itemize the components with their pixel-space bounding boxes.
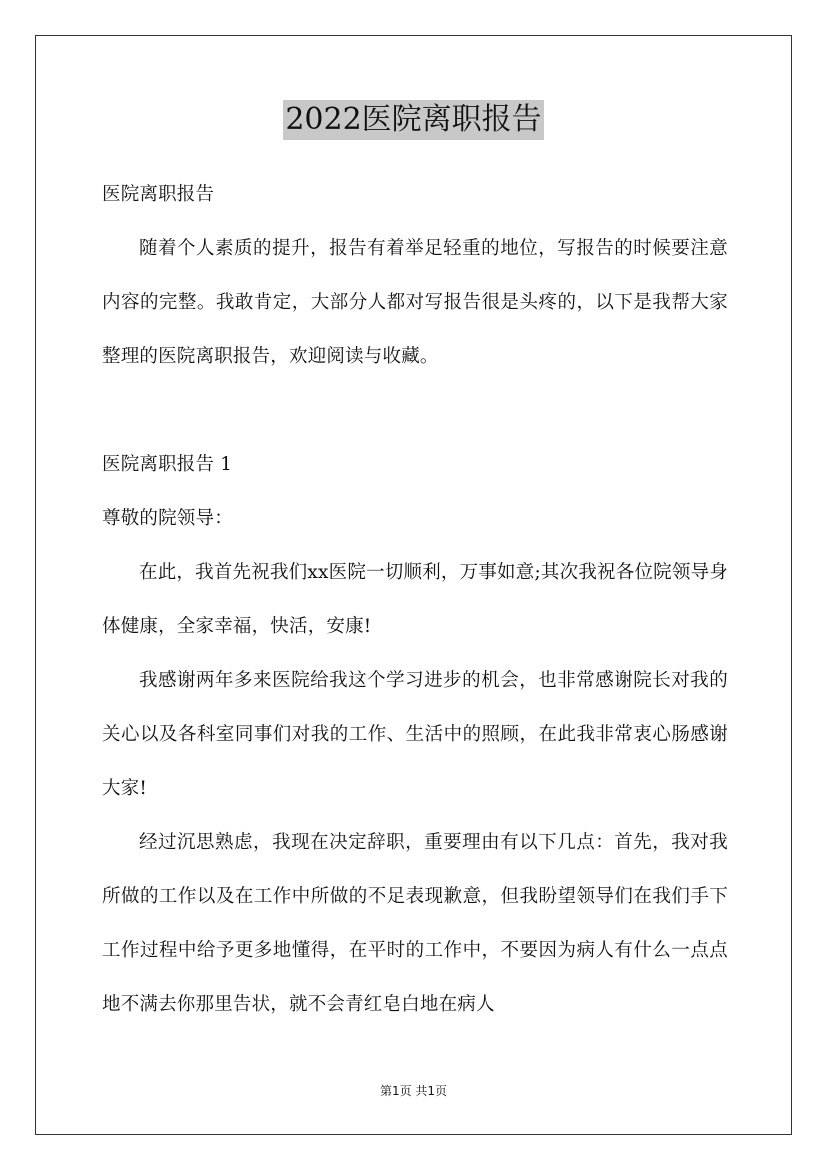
section-title: 医院离职报告 1 [102,454,233,475]
title-container [0,100,827,140]
page-footer [0,1082,827,1099]
section-spacer [102,384,728,438]
document-heading: 医院离职报告 [102,184,215,205]
document-title: 2022医院离职报告 [283,100,543,140]
body-paragraph-3: 经过沉思熟虑，我现在决定辞职，重要理由有以下几点：首先，我对我所做的工作以及在工作中所做的不足表现歉意，但我盼望领导们在我们手下工作过程中给予更多地懂得，在平时的工作中，不要因为病人有什么一点点地不满去你那里告状，就不会青红皂白地在病人 [102,832,728,1015]
intro-paragraph: 随着个人素质的提升，报告有着举足轻重的地位，写报告的时候要注意内容的完整。我敢肯定，大部分人都对写报告很是头疼的，以下是我帮大家整理的医院离职报告，欢迎阅读与收藏。 [102,238,728,367]
salutation: 尊敬的院领导： [102,508,233,529]
body-paragraph-2: 我感谢两年多来医院给我这个学习进步的机会，也非常感谢院长对我的关心以及各科室同事们对我的工作、生活中的照顾，在此我非常衷心肠感谢大家! [102,670,728,799]
page-number: 第1页 共1页 [379,1084,448,1098]
document-body [102,168,728,1032]
body-paragraph-1: 在此，我首先祝我们xx医院一切顺利，万事如意;其次我祝各位院领导身体健康，全家幸福，快活，安康! [102,562,728,637]
